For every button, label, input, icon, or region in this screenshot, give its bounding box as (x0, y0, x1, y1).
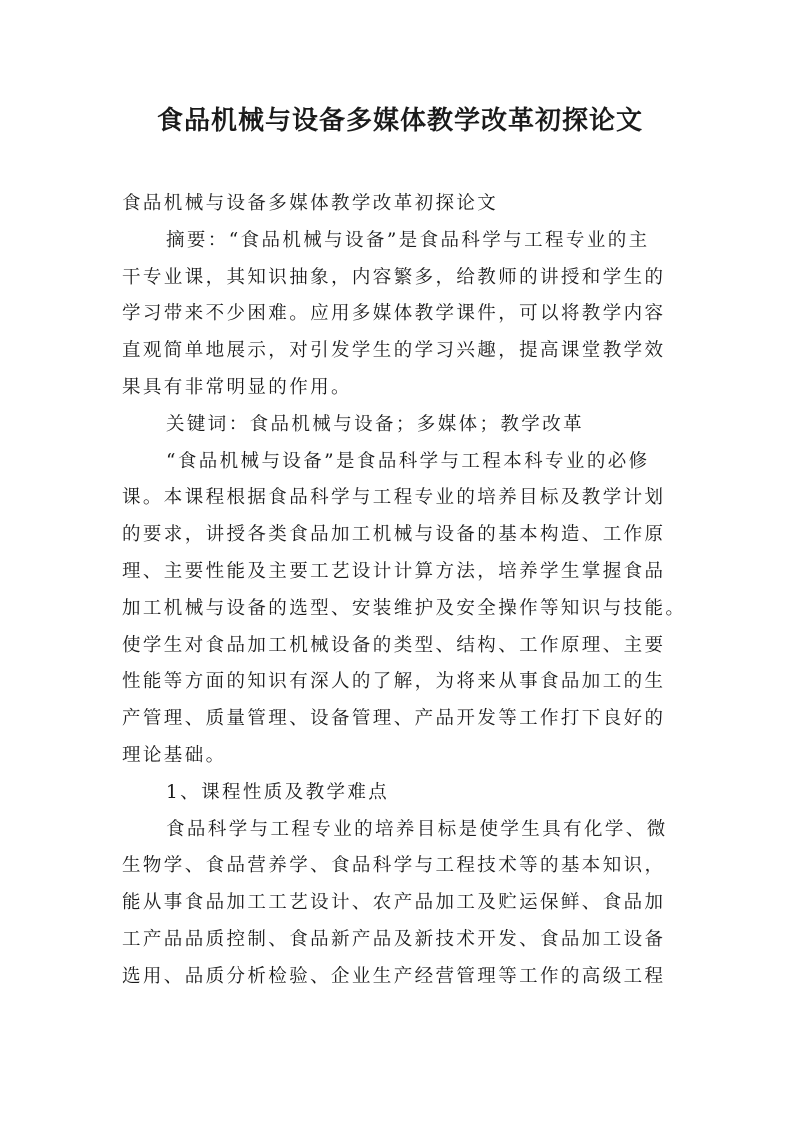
document-title: 食品机械与设备多媒体教学改革初探论文 (156, 106, 643, 136)
text-line: 使学生对食品加工机械设备的类型、结构、工作原理、主要 (122, 634, 666, 656)
text-line: 直观简单地展示，对引发学生的学习兴趣，提高课堂教学效 (122, 340, 666, 362)
text-line: 能从事食品加工工艺设计、农产品加工及贮运保鲜、食品加 (122, 892, 666, 914)
text-line: 生物学、食品营养学、食品科学与工程技术等的基本知识， (122, 855, 666, 877)
text-line: 1、课程性质及教学难点 (166, 781, 390, 803)
text-line: “食品机械与设备”是食品科学与工程本科专业的必修 (166, 450, 650, 472)
text-line: 果具有非常明显的作用。 (122, 376, 352, 398)
text-line: 学习带来不少困难。应用多媒体教学课件，可以将教学内容 (122, 303, 666, 325)
text-line: 工产品品质控制、食品新产品及新技术开发、食品加工设备 (122, 928, 666, 950)
text-line: 摘要：“食品机械与设备”是食品科学与工程专业的主 (166, 229, 650, 251)
text-line: 课。本课程根据食品科学与工程专业的培养目标及教学计划 (122, 487, 666, 509)
text-line: 理、主要性能及主要工艺设计计算方法，培养学生掌握食品 (122, 560, 666, 582)
text-line: 加工机械与设备的选型、安装维护及安全操作等知识与技能。 (122, 597, 687, 619)
text-line: 性能等方面的知识有深人的了解，为将来从事食品加工的生 (122, 671, 666, 693)
text-line: 选用、品质分析检验、企业生产经营管理等工作的高级工程 (122, 965, 666, 987)
text-line: 的要求，讲授各类食品加工机械与设备的基本构造、工作原 (122, 524, 666, 546)
text-line: 干专业课，其知识抽象，内容繁多，给教师的讲授和学生的 (122, 266, 666, 288)
document-body (122, 186, 688, 996)
text-line: 食品科学与工程专业的培养目标是使学生具有化学、微 (166, 818, 668, 840)
text-line: 产管理、质量管理、设备管理、产品开发等工作打下良好的 (122, 708, 666, 730)
text-line: 食品机械与设备多媒体教学改革初探论文 (122, 193, 499, 214)
text-line: 理论基础。 (122, 744, 227, 766)
text-line: 关键词：食品机械与设备；多媒体；教学改革 (166, 413, 585, 435)
